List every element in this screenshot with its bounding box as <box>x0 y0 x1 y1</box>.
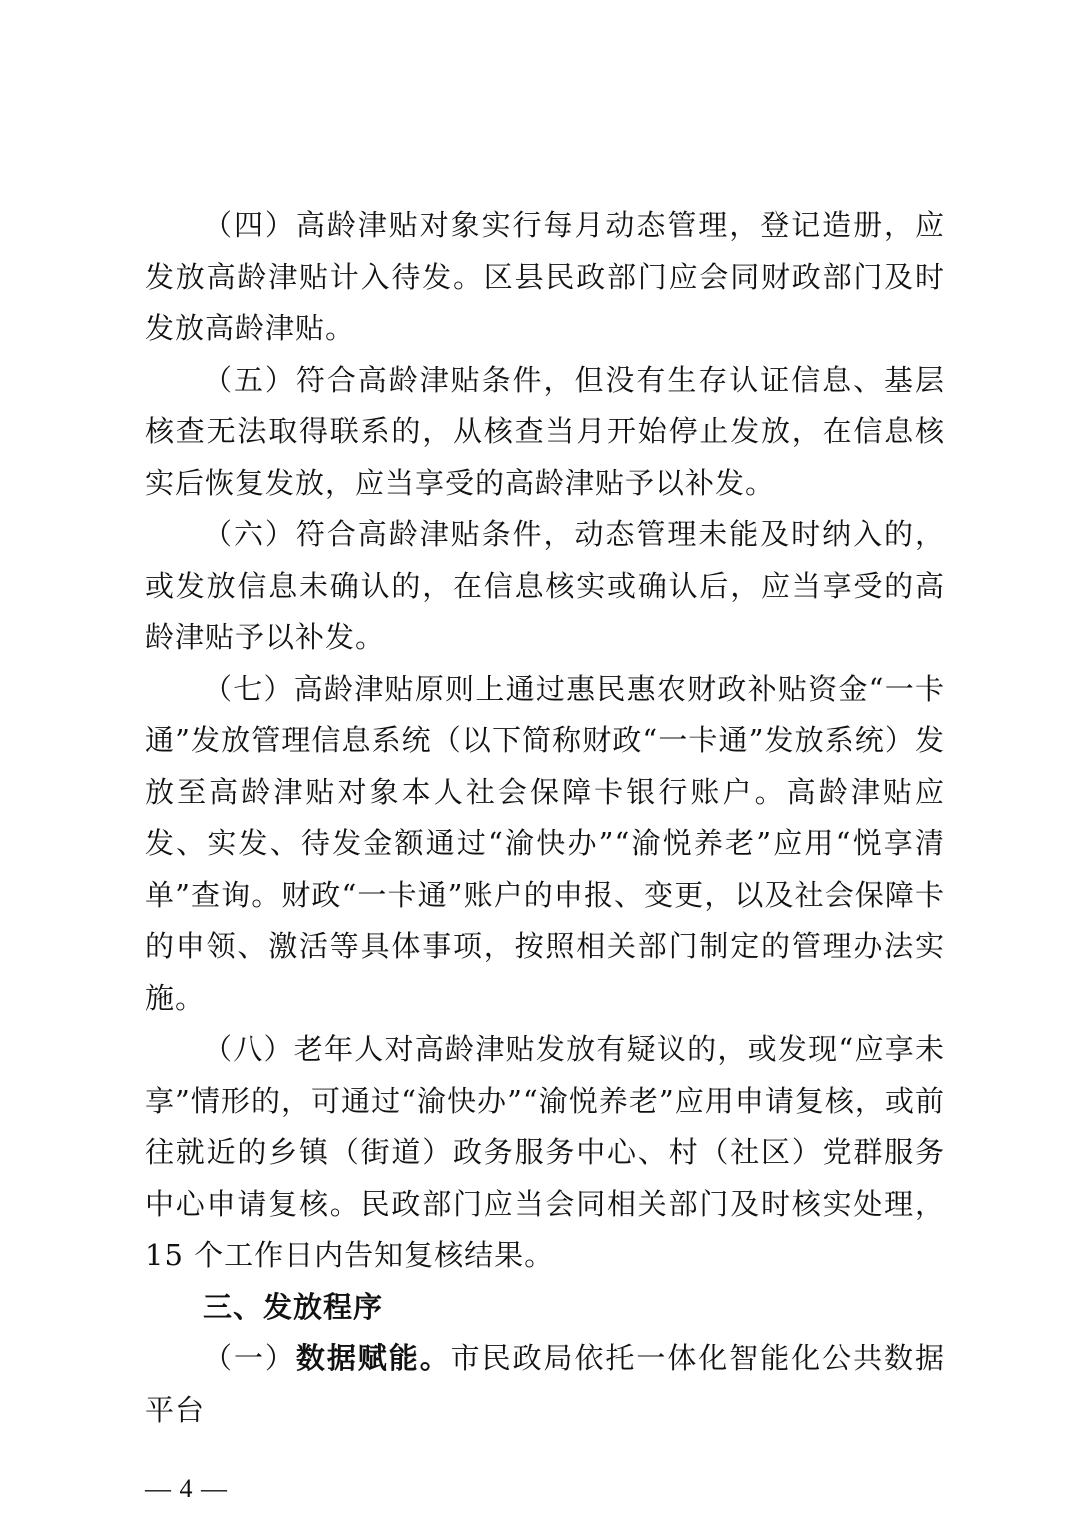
paragraph-item-7: （七）高龄津贴原则上通过惠民惠农财政补贴资金“一卡通”发放管理信息系统（以下简称财政“一卡通”发放系统）发放至高龄津贴对象本人社会保障卡银行账户。高龄津贴应发、实发、待发金额通过“渝快办”“渝悦养老”应用“悦享清单”查询。财政“一卡通”账户的申报、变更，以及社会保障卡的申领、激活等具体事项，按照相关部门制定的管理办法实施。 <box>145 671 945 1015</box>
section-heading-3: 三、发放程序 <box>203 1289 384 1324</box>
page-content <box>145 200 945 1436</box>
page-number: — 4 — <box>145 1474 228 1503</box>
paragraph-item-5: （五）符合高龄津贴条件，但没有生存认证信息、基层核查无法取得联系的，从核查当月开始停止发放，在信息核实后恢复发放，应当享受的高龄津贴予以补发。 <box>145 362 945 500</box>
item-1-prefix: （一） <box>203 1341 296 1375</box>
item-1-text: 市民政局依托一体化智能化公共数据平台 <box>145 1341 945 1427</box>
paragraph-item-6: （六）符合高龄津贴条件，动态管理未能及时纳入的，或发放信息未确认的，在信息核实或确认后，应当享受的高龄津贴予以补发。 <box>145 517 945 654</box>
paragraph-item-4: （四）高龄津贴对象实行每月动态管理，登记造册，应发放高龄津贴计入待发。区县民政部门应会同财政部门及时发放高龄津贴。 <box>145 208 945 345</box>
item-1-title: 数据赋能。 <box>295 1341 451 1375</box>
paragraph-item-8: （八）老年人对高龄津贴发放有疑议的，或发现“应享未享”情形的，可通过“渝快办”“渝悦养老”应用申请复核，或前往就近的乡镇（街道）政务服务中心、村（社区）党群服务中心申请复核。民政部门应当会同相关部门及时核实处理，15 个工作日内告知复核结果。 <box>145 1032 945 1272</box>
section-3-item-1 <box>145 1333 945 1436</box>
